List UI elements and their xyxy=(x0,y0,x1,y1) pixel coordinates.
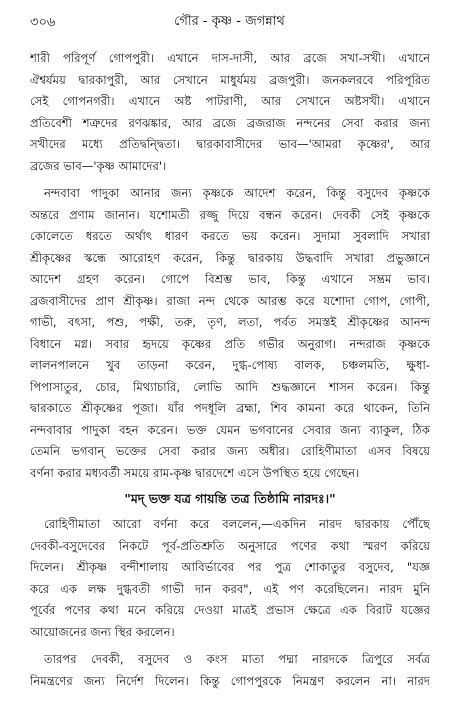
text-line: শ্রীকৃষ্ণের স্কন্ধে আরোহণ করেন, কিন্তু দ্বারকায় উদ্ধবাদি সখারা প্রভুজ্ঞানে xyxy=(30,250,430,265)
verse-quote: "মদ্ ভক্ত যত্র গায়ন্তি তত্র তিষ্ঠামি নারদঃ।" xyxy=(124,491,336,506)
page-header xyxy=(30,10,429,32)
text-line: লালনপালনে খুব তাড়না করেন, দুগ্ধ-পোষ্য বালক, চঞ্চলমতি, ক্ষুধা- xyxy=(30,358,430,372)
text-line: করে এক লক্ষ দুগ্ধবতী গাভী দান করব", এই পণ করেছিলেন। নারদ মুনি xyxy=(30,581,430,596)
text-line: দেবকী-বসুদেবের নিকটে পূর্ব-প্রতিশ্রুতি অনুসারে পণের কথা স্মরণ করিয়ে xyxy=(30,538,430,553)
text-line: আদেশ গ্রহণ করেন। গোপে বিশ্রম্ভ ভাব, কিন্তু এখানে সম্ভ্রম ভাব। xyxy=(30,272,430,286)
text-line: কোলেতে ধরতে অর্থাৎ ধারণ করতে ভয় করেন। সুদামা সুবলাদি সখারা xyxy=(30,229,430,243)
text-line: ঐশ্বর্যময় দ্বারকাপুরী, আর সেখানে মাধুর্যময় ব্রজপুরী। জনকলরবে পরিপূরিত xyxy=(30,72,430,87)
text-line: বর্ণনা করার মধ্যবর্তী সময়ে রাম-কৃষ্ণ দ্বারদেশে এসে উপস্থিত হয়ে গেছেন। xyxy=(30,465,360,480)
text-line: গাভী, বৎসা, পশু, পক্ষী, তরু, তৃণ, লতা, পর্বত সমস্তই শ্রীকৃষ্ণের আনন্দ xyxy=(30,315,430,329)
text-line: সখীদের মধ্যে প্রতিদ্বন্দ্বিতা। দ্বারকাবাসীদের ভাব—'আমরা কৃষ্ণের', আর xyxy=(30,137,430,151)
text-line: শারী পরিপূর্ণ গোপপুরী। এখানে দাস-দাসী, আর ব্রজে সখা-সখী। এখানে xyxy=(30,51,430,65)
text-line: দিলেন। শ্রীকৃষ্ণ বন্দীশালায় আবির্ভাবের পর পুত্র শোকাতুর বসুদেব, "যজ্ঞ xyxy=(30,560,430,574)
paragraph xyxy=(30,48,430,177)
text-line: অন্তরে প্রণাম জানান। যশোমতী রজ্জু দিয়ে বন্ধন করেন। দেবকী সেই কৃষ্ণকে xyxy=(30,207,430,222)
text-line: আয়োজনের জন্য স্থির করলেন। xyxy=(30,624,175,639)
text-line: ব্রজবাসীদের প্রাণ শ্রীকৃষ্ণ। রাজা নন্দ থেকে আরম্ভ করে যশোদা গোপ, গোপী, xyxy=(30,293,430,308)
page-number: ৩০৬ xyxy=(30,15,56,30)
paragraph xyxy=(30,183,430,484)
running-title: গৌর - কৃষ্ণ - জগন্নাথ xyxy=(174,14,285,29)
text-line: প্রতিবেশী শত্রুদের রণঝঙ্কার, আর ব্রজে ব্রজরাজ নন্দনের সেবা করার জন্য xyxy=(30,115,430,130)
text-line: নিমন্ত্রণের জন্য নির্দেশ দিলেন। কিন্তু গোপপুরকে নিমন্ত্রণ করলেন না। নারদ xyxy=(30,673,430,688)
body-text xyxy=(30,48,430,692)
text-line: রোহিণীমাতা আরো বর্ণনা করে বললেন,—একদিন নারদ দ্বারকায় পৌঁছে xyxy=(44,517,430,531)
text-line: তারপর দেবকী, বসুদেব ও কংস মাতা পদ্মা নারদকে ত্রিপুরে সর্বত্র xyxy=(44,652,430,666)
paragraph xyxy=(30,649,430,692)
paragraph xyxy=(30,514,430,643)
text-line: তেমনি ভগবান্ ভক্তের সেবা করার জন্য অধীর। রোহিণীমাতা এসব বিষয়ে xyxy=(30,444,430,458)
text-line: পূর্বের পণের কথা মনে করিয়ে দেওয়া মাত্রই প্রভাস ক্ষেত্রে এক বিরাট যজ্ঞের xyxy=(30,603,430,617)
text-line: পিপাসাতুর, চোর, মিথ্যাচারি, লোভি আদি শুদ্ধজ্ঞানে শাসন করেন। কিন্তু xyxy=(30,379,430,394)
text-line: বিধানে মগ্ন। সবার হৃদয়ে কৃষ্ণের প্রতি গভীর অনুরাগ। নন্দরাজ কৃষ্ণকে xyxy=(30,336,430,351)
text-line: সেই গোপনগরী। এখানে অষ্ট পাটরাণী, আর সেখানে অষ্টসখী। এখানে xyxy=(30,94,430,108)
text-line: ব্রজের ভাব—'কৃষ্ণ আমাদের'। xyxy=(30,158,167,173)
text-line: দ্বারকাতে শ্রীকৃষ্ণের পূজা। যাঁর পদধূলি ব্রহ্মা, শিব কামনা করে থাকেন, তিনি xyxy=(30,401,430,415)
text-line: নন্দবাবা পাদুকা আনার জন্য কৃষ্ণকে আদেশ করেন, কিন্তু বসুদেব কৃষ্ণকে xyxy=(44,186,430,200)
text-line: নন্দবাবার পাদুকা বহন করেন। ভক্ত যেমন ভগবানের সেবার জন্য ব্যাকুল, ঠিক xyxy=(30,422,430,437)
